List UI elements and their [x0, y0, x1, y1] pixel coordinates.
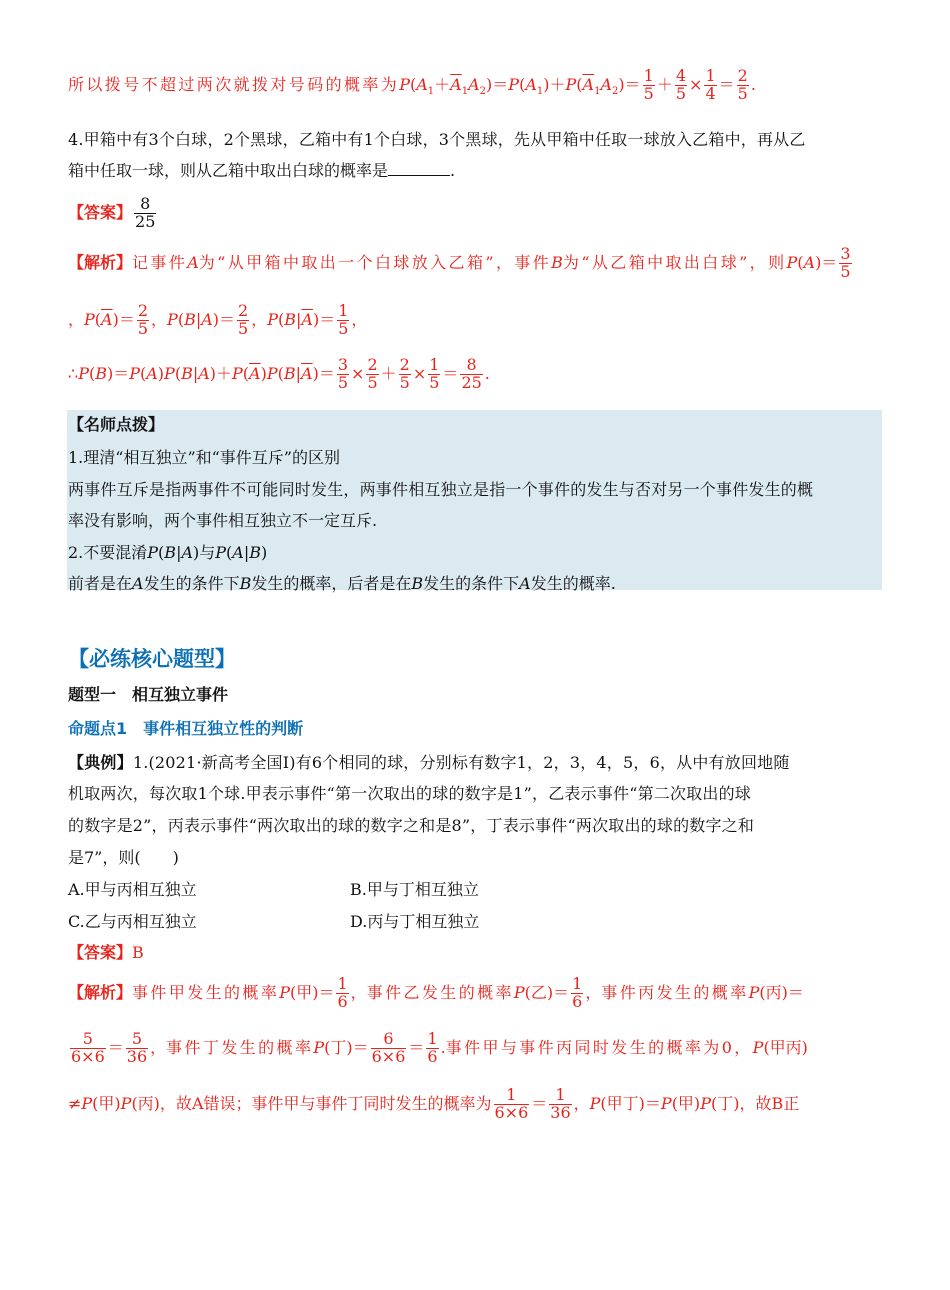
- analysis-line3: $\therefore P(B)=P(A)P(B|A)+P(\overline{A})P(B|\overline{A})=$ $\frac{3}{5}$ × $\frac{2}{5}$ ＋ $\frac{2}{5}$ × $\frac{1}{5}$ ＝ $\frac{8}{25}$ .: [68, 355, 490, 392]
- analysis-line1: 【解析】记事件A为“从甲箱中取出一个白球放入乙箱”，事件B为“从乙箱中取出白球”，则P(A)＝ $\frac{3}{5}$: [68, 244, 851, 281]
- prev-conclusion-text: 所以拨号不超过两次就拨对号码的概率为: [68, 74, 400, 94]
- tips-line4: 2.不要混淆P(B|A)与P(A|B): [68, 543, 268, 562]
- option-b: B.甲与丁相互独立: [350, 880, 479, 899]
- answer-value: $\frac{8}{25}$: [135, 194, 156, 231]
- example-line4: 是7”，则( ): [68, 848, 179, 867]
- question-4-line1: 4.甲箱中有3个白球，2个黑球，乙箱中有1个白球，3个黑球，先从甲箱中任取一球放入乙箱中，再从乙: [68, 130, 806, 149]
- option-c: C.乙与丙相互独立: [68, 912, 197, 931]
- example-label: 【典例】: [68, 753, 133, 772]
- example-answer-line: [68, 940, 144, 963]
- proposition-title: 命题点1 事件相互独立性的判断: [68, 719, 304, 738]
- answer-line: [68, 196, 158, 231]
- tips-line5: 前者是在A发生的条件下B发生的概率，后者是在B发生的条件下A发生的概率.: [68, 574, 616, 593]
- answer-blank: [388, 161, 450, 176]
- analysis2-line3: ≠P(甲)P(丙)，故A错误；事件甲与事件丁同时发生的概率为 $\frac{1}{6\times 6}$ ＝ $\frac{1}{36}$ ，P(甲丁)＝P(甲)P(丁)，故B正: [68, 1085, 800, 1122]
- option-d: D.丙与丁相互独立: [350, 912, 480, 931]
- option-a: A.甲与丙相互独立: [68, 880, 197, 899]
- example-answer-value: B: [132, 943, 144, 962]
- analysis2-line2: $\frac{5}{6\times 6}$ ＝ $\frac{5}{36}$ ，事件丁发生的概率P(丁)＝ $\frac{6}{6\times 6}$ ＝ $\frac{1}{6}$ .事件甲与事件丙同时发生的概率为0，P(甲丙): [71, 1029, 808, 1066]
- question-4-text: 箱中任取一球，则从乙箱中取出白球的概率是: [68, 161, 389, 180]
- tips-line2: 两事件互斥是指两事件不可能同时发生，两事件相互独立是指一个事件的发生与否对另一个事件发生的概: [68, 480, 814, 499]
- teacher-tips-box: [67, 410, 882, 590]
- analysis-line2: ，$P(\overline{A})=$ $\frac{2}{5}$ ，P(B|A)＝ $\frac{2}{5}$ ，$P(B|\overline{A})=$ $\frac{1}{5}$ ，: [68, 301, 368, 338]
- section-title: 【必练核心题型】: [68, 647, 236, 671]
- example-answer-label: 【答案】: [68, 943, 133, 962]
- example-line3: 的数字是2”，丙表示事件“两次取出的球的数字之和是8”，丁表示事件“两次取出的球的数字之和: [68, 816, 755, 835]
- analysis2-line1: 【解析】事件甲发生的概率P(甲)＝ $\frac{1}{6}$ ，事件乙发生的概率P(乙)＝ $\frac{1}{6}$ ，事件丙发生的概率P(丙)＝: [68, 974, 804, 1011]
- tips-line3: 率没有影响，两个事件相互独立不一定互斥.: [68, 511, 378, 530]
- tips-line1: 1.理清“相互独立”和“事件互斥”的区别: [68, 448, 340, 467]
- type-title: 题型一 相互独立事件: [68, 685, 229, 704]
- example-line2: 机取两次，每次取1个球.甲表示事件“第一次取出的球的数字是1”，乙表示事件“第二次取出的球: [68, 784, 751, 803]
- question-4-line2: 箱中任取一球，则从乙箱中取出白球的概率是 .: [68, 161, 456, 180]
- analysis-label: 【解析】: [68, 252, 133, 272]
- prev-conclusion: 所以拨号不超过两次就拨对号码的概率为$P(A_1+\overline{A}_1A_2)=P(A_1)+P(\overline{A}_1A_2)=$ $\frac{1}{5}$ ＋ $\frac{4}{5}$ × $\frac{1}{4}$ ＝ $\frac{2}{5}$ .: [68, 66, 756, 103]
- tips-title: 【名师点拨】: [68, 415, 165, 434]
- example-line1: 【典例】1.(2021·新高考全国Ⅰ)有6个相同的球，分别标有数字1，2，3，4，5，6，从中有放回地随: [68, 753, 790, 772]
- answer-label: 【答案】: [68, 202, 133, 222]
